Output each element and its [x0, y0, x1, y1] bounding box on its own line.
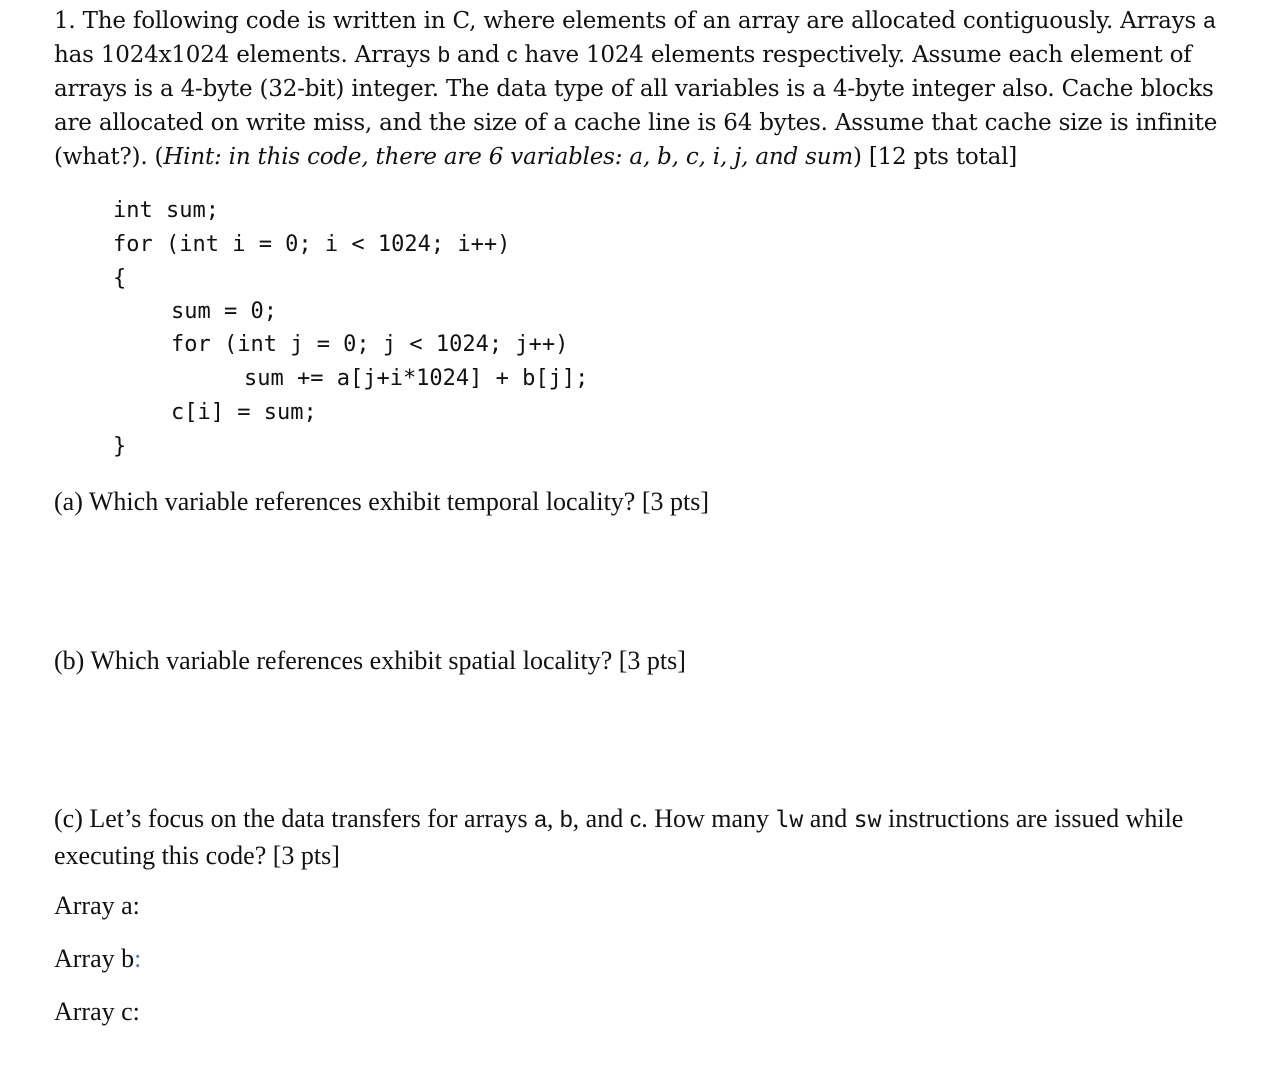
- code-line-4: sum = 0;: [171, 299, 277, 324]
- problem-text-2: has 1024x1024 elements. Arrays: [54, 42, 438, 68]
- question-c-array-a: a: [534, 806, 547, 832]
- answer-array-a: Array a:: [54, 891, 140, 920]
- question-a: (a) Which variable references exhibit temporal locality? [3 pts]: [54, 487, 710, 516]
- code-line-1: int sum;: [113, 198, 219, 223]
- problem-hint: Hint: in this code, there are 6 variables: a, b, c, i, j, and sum: [163, 144, 853, 170]
- question-c: [54, 801, 1234, 873]
- code-line-6: sum += a[j+i*1024] + b[j];: [244, 366, 589, 391]
- code-line-2: for (int i = 0; i < 1024; i++): [113, 232, 511, 257]
- instruction-sw: sw: [853, 807, 882, 833]
- code-line-7: c[i] = sum;: [171, 400, 317, 425]
- problem-statement: [54, 4, 1249, 174]
- code-line-8: }: [113, 434, 127, 459]
- question-c-text-3: , and: [572, 804, 630, 833]
- question-b: (b) Which variable references exhibit spatial locality? [3 pts]: [54, 646, 686, 675]
- problem-text-4: have 1024 elements respectively. Assume each element of arrays is a 4-byte (32-bit) integer. The data type of all variables is a 4-byte integer also. Cache blocks are allocated on write miss, and the size of a cache line is 64 bytes. Assume that cache size is infinite (what?). (: [54, 42, 1218, 170]
- question-c-array-b: b: [559, 806, 573, 832]
- code-line-5: for (int j = 0; j < 1024; j++): [171, 332, 569, 357]
- problem-text-1: 1. The following code is written in C, where elements of an array are allocated contiguously. Arrays: [54, 8, 1204, 34]
- question-c-array-c: c: [629, 806, 642, 832]
- answer-array-b-colon: :: [134, 944, 142, 973]
- array-name-b: b: [437, 42, 450, 67]
- question-c-text-2: ,: [546, 804, 560, 833]
- question-c-text-4: . How many: [641, 804, 776, 833]
- array-name-a: a: [1203, 8, 1216, 33]
- problem-text-5: ) [12 pts total]: [852, 144, 1018, 170]
- answer-array-c: Array c:: [54, 997, 140, 1026]
- answer-array-b-label: Array b: [54, 944, 135, 973]
- answer-array-b: [54, 944, 141, 974]
- code-line-3: {: [113, 266, 127, 291]
- array-name-c: c: [506, 42, 518, 67]
- problem-text-3: and: [449, 42, 507, 68]
- question-c-text-5: and: [803, 804, 854, 833]
- question-c-text-1: (c) Let’s focus on the data transfers for arrays: [54, 804, 535, 833]
- instruction-lw: lw: [775, 807, 804, 833]
- question-c-text-6: instructions are issued while executing this code? [3 pts]: [54, 804, 1184, 870]
